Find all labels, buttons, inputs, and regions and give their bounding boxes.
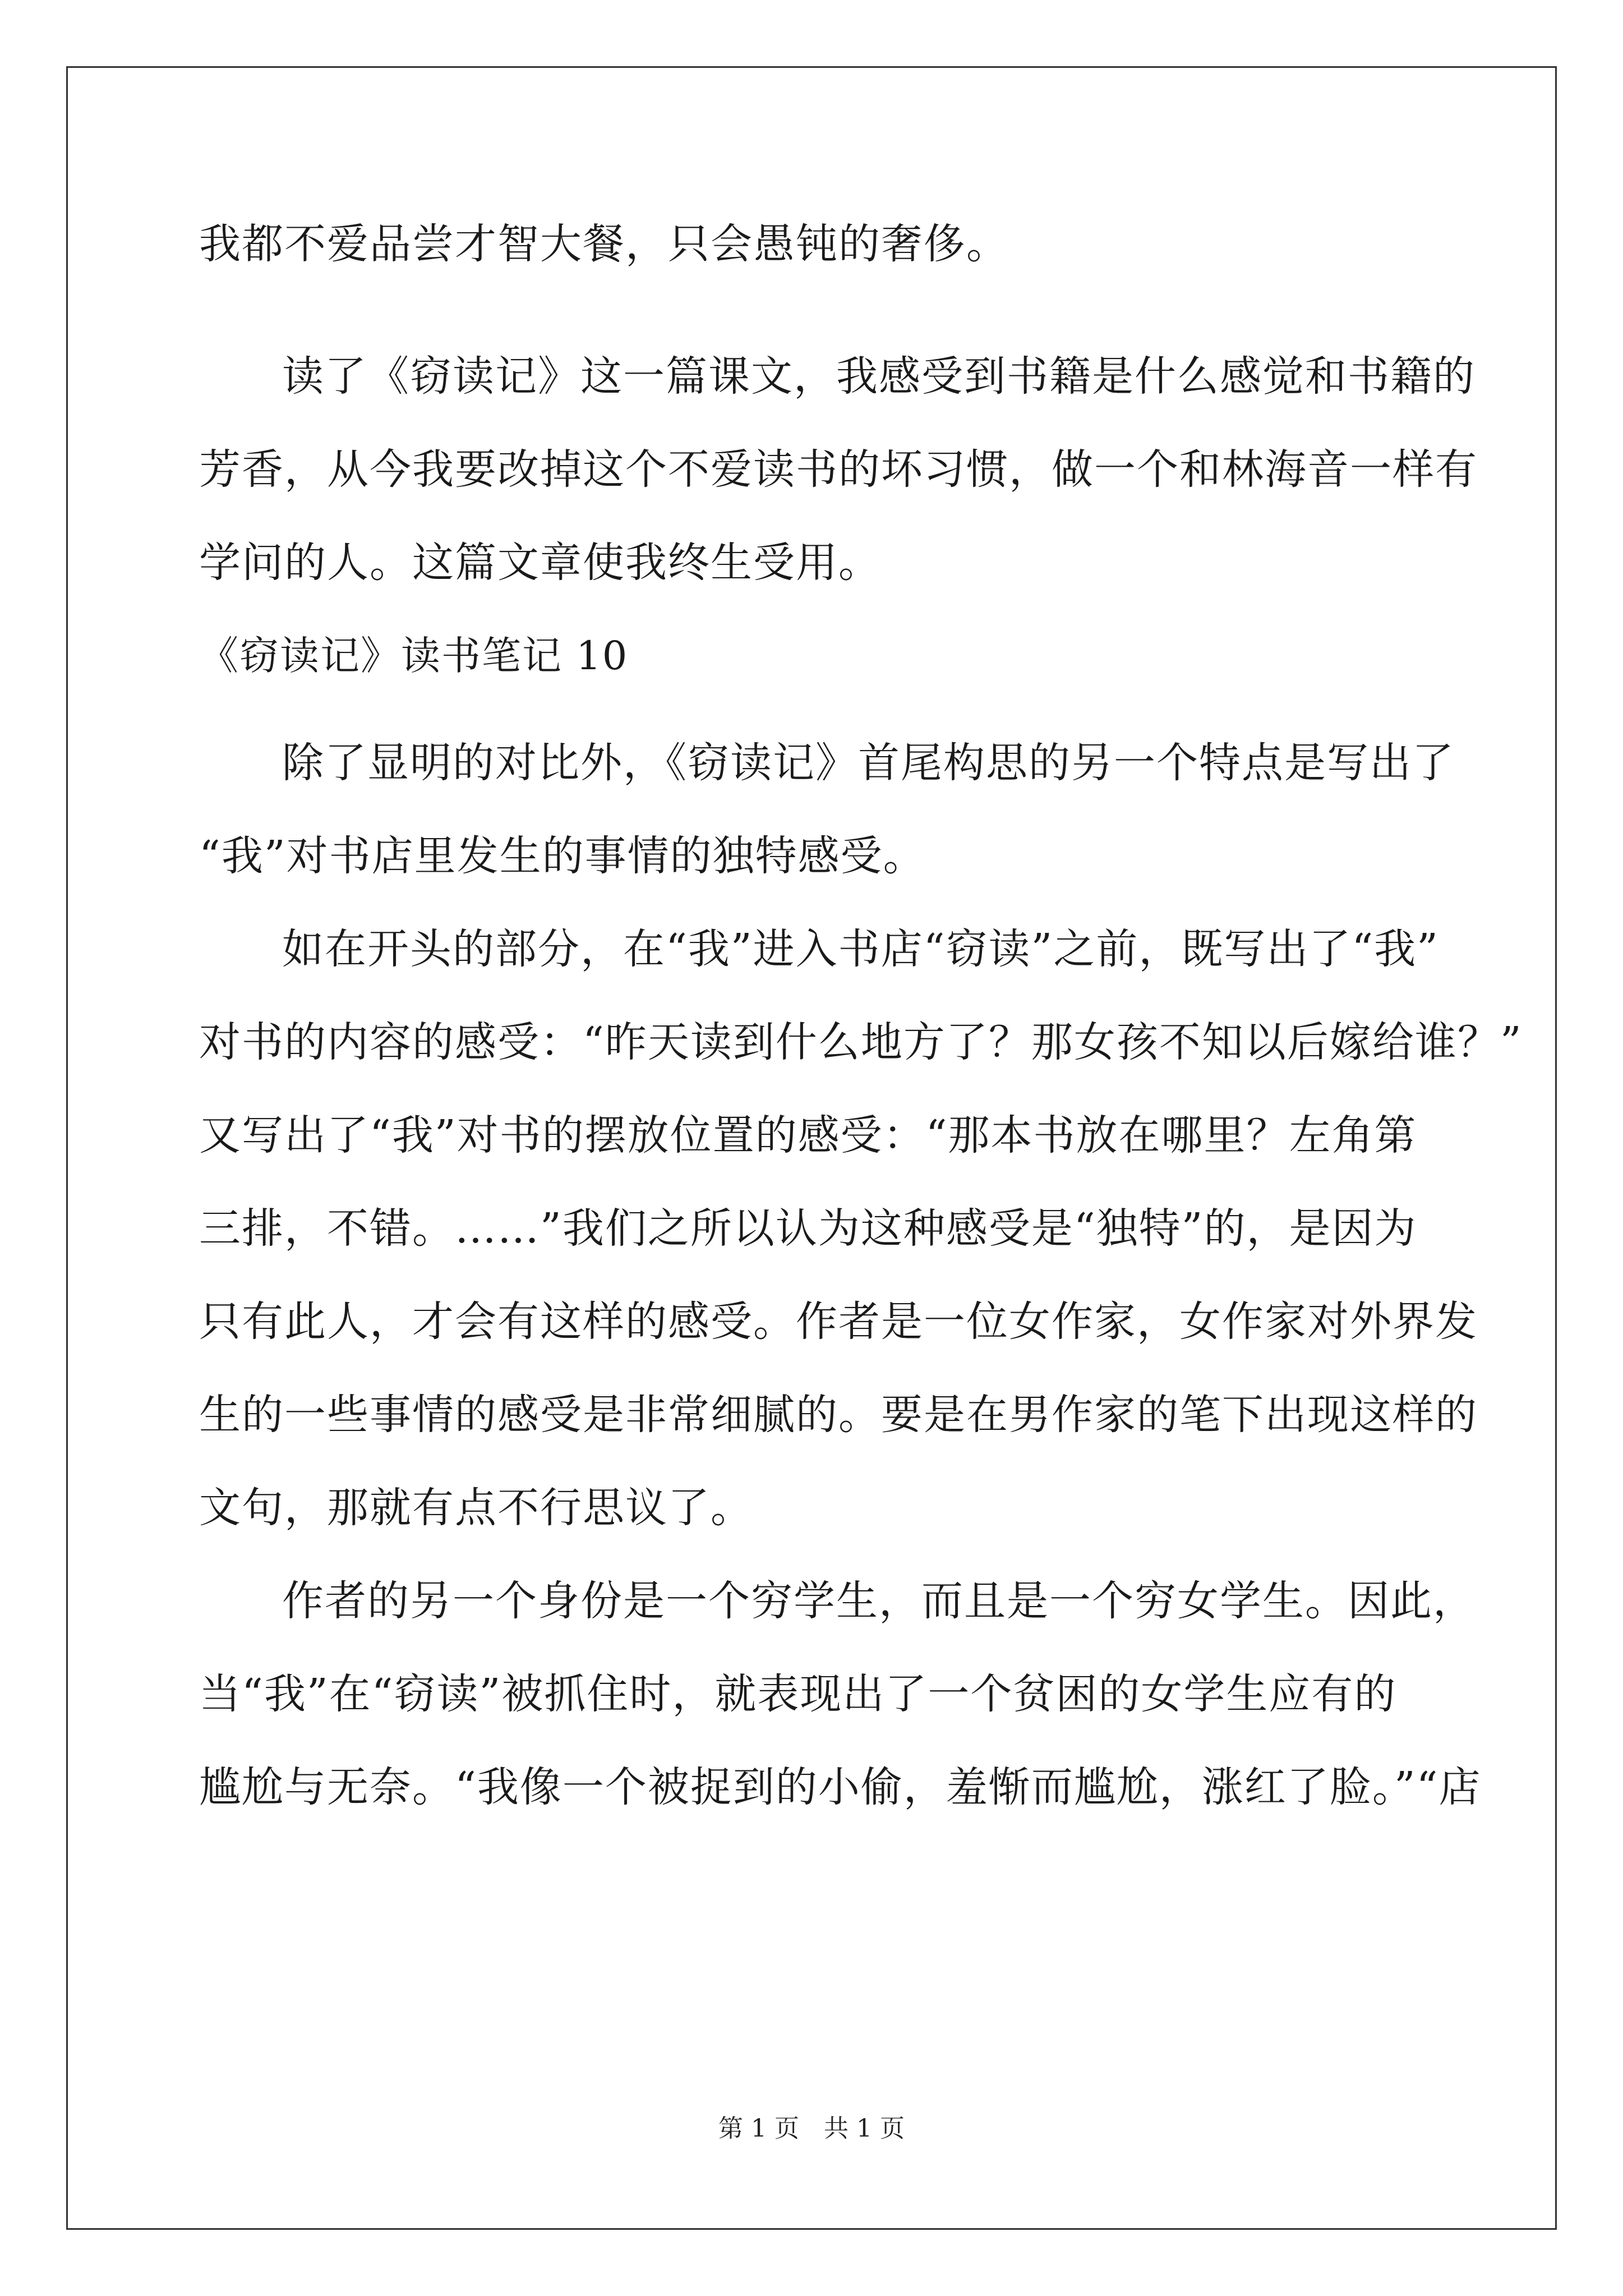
text-line: 芳香，从今我要改掉这个不爱读书的坏习惯，做一个和林海音一样有 — [199, 445, 1478, 494]
text-line: 当“我”在“窃读”被抓住时，就表现出了一个贫困的女学生应有的 — [199, 1670, 1397, 1718]
text-line: 又写出了“我”对书的摆放位置的感受：“那本书放在哪里？左角第 — [199, 1111, 1417, 1159]
text-line: 文句，那就有点不行思议了。 — [199, 1484, 753, 1532]
text-line: 三排，不错。……”我们之所以认为这种感受是“独特”的，是因为 — [199, 1204, 1417, 1253]
text-line: 对书的内容的感受：“昨天读到什么地方了？那女孩不知以后嫁给谁？” — [199, 1018, 1523, 1066]
paragraph-start: 读了《窃读记》这一篇课文，我感受到书籍是什么感觉和书籍的 — [282, 352, 1476, 401]
text-line: “我”对书店里发生的事情的独特感受。 — [199, 832, 926, 880]
paragraph-start: 如在开头的部分，在“我”进入书店“窃读”之前，既写出了“我” — [282, 925, 1439, 973]
section-heading: 《窃读记》读书笔记 10 — [199, 633, 629, 679]
text-line: 生的一些事情的感受是非常细腻的。要是在男作家的笔下出现这样的 — [199, 1391, 1478, 1439]
text-line: 只有此人，才会有这样的感受。作者是一位女作家，女作家对外界发 — [199, 1297, 1478, 1346]
text-line: 我都不爱品尝才智大餐，只会愚钝的奢侈。 — [199, 220, 1009, 268]
text-line: 学问的人。这篇文章使我终生受用。 — [199, 539, 881, 587]
text-line: 尴尬与无奈。“我像一个被捉到的小偷，羞惭而尴尬，涨红了脸。”“店 — [199, 1763, 1482, 1811]
paragraph-start: 作者的另一个身份是一个穷学生，而且是一个穷女学生。因此， — [282, 1577, 1476, 1625]
page-number-footer: 第 1 页 共 1 页 — [718, 2114, 905, 2143]
paragraph-start: 除了显明的对比外，《窃读记》首尾构思的另一个特点是写出了 — [282, 739, 1455, 787]
